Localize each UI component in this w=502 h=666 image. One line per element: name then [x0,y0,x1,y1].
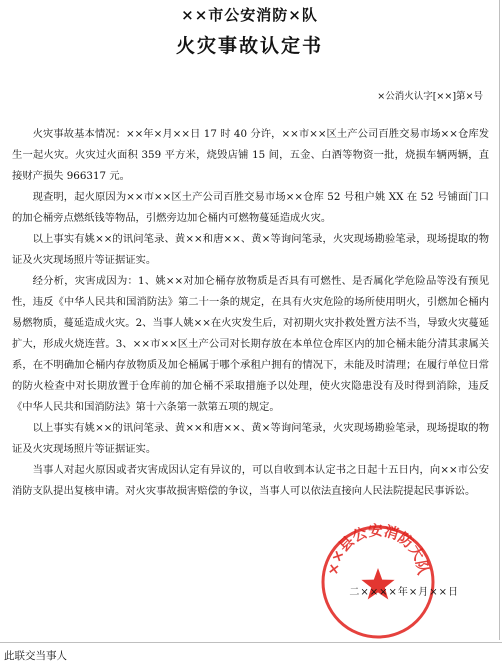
paragraph-appeal-notice: 当事人对起火原因或者灾害成因认定有异议的，可以自收到本认定书之日起十五日内，向××市公安消防支队提出复核申请。对火灾事故损害赔偿的争议，当事人可以依法直接向人民法院提起民事诉讼。 [12,464,489,497]
copy-note: 此联交当事人 [4,650,67,662]
document-number: ×公消火认字[××]第×号 [377,91,483,102]
svg-text:××县公安消防大队: ××县公安消防大队 [325,523,431,577]
paragraph-analysis: 经分析，灾害成因为：1、姚××对加仑桶存放物质是否具有可燃性、是否属化学危险品等没有预见性，违反《中华人民共和国消防法》第二十一条的规定，在具有火灾危险的场所使用明火，引燃加仑桶内易燃物质，蔓延造成火灾。2、当事人姚××在火灾发生后，对初期火灾扑救处置方法不当，导致火灾蔓延扩大，形成火烧连营。3、××市××区土产公司对长期存放在本单位仓库区内的加仑桶未能分清其隶属关系，在不明确加仑桶内存放物质及加仑桶属于哪个承租户拥有的情况下，未能及时清理；在履行单位日常的防火检查中对长期放置于仓库前的加仑桶不采取措施予以处理，使火灾隐患没有及时得到消除，违反《中华人民共和国消防法》第十六条第一款第五项的规定。 [12,275,489,413]
issuing-organization: ××市公安消防×队 [181,6,318,24]
paragraph-evidence: 以上事实有姚××的讯问笔录、黄××和唐××、黄×等询问笔录，火灾现场勘验笔录，现场提取的物证及火灾现场照片等证据证实。 [12,233,489,266]
footer-divider [0,642,502,643]
paragraph-evidence-repeat: 以上事实有姚××的讯问笔录、黄××和唐××、黄×等询问笔录，火灾现场勘验笔录，现场提取的物证及火灾现场照片等证据证实。 [12,422,489,455]
paragraph-basic-info: 火灾事故基本情况：××年×月××日 17 时 40 分许，××市××区土产公司百胜交易市场××仓库发生一起火灾。火灾过火面积 359 平方米，烧毁店铺 15 间，五金、白酒等物资一批，烧损车辆两辆，直接财产损失 966317 元。 [12,128,489,182]
paragraph-cause: 现查明，起火原因为××市××区土产公司百胜交易市场××仓库 52 号租户姚 XX 在 52 号铺面门口的加仑桶旁点燃纸钱等物品，引燃旁边加仑桶内可燃物蔓延造成火灾。 [12,191,489,224]
document-title: 火灾事故认定书 [175,35,323,57]
official-seal [318,522,438,642]
document-body [0,124,499,502]
signature-date: 二××××年×月××日 [349,587,459,598]
